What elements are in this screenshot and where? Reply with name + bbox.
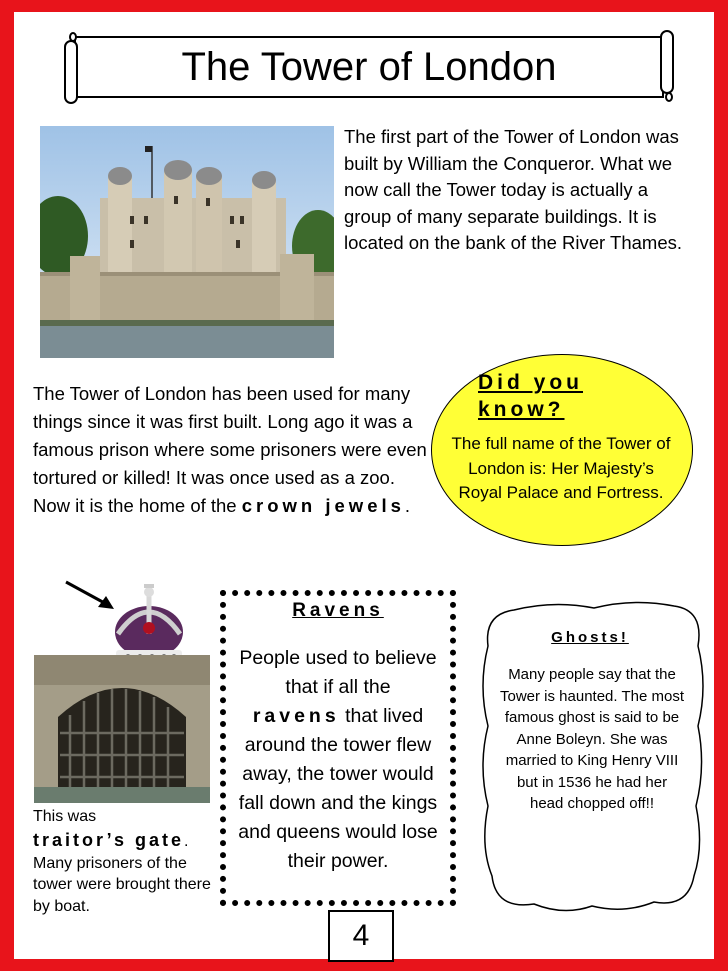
intro-paragraph: The first part of the Tower of London was built by William the Conqueror. What we now call the Tower today is actually a group of many separate buildings. It is located on the bank of the River Thames. [344, 126, 682, 253]
uses-paragraph [33, 380, 433, 520]
title-scroll-banner [60, 26, 678, 108]
did-you-know-text: The full name of the Tower of London is: Her Majesty’s Royal Palace and Fortress. [451, 434, 671, 502]
page-number: 4 [328, 910, 394, 962]
ghosts-text: Many people say that the Tower is haunted. The most famous ghost is said to be Anne Boleyn. She was married to King Henry VIII but in 1536 he had her head chopped off!! [500, 666, 684, 812]
traitors-gate-photo [34, 655, 210, 803]
tower-of-london-photo [40, 126, 334, 358]
page-title: The Tower of London [181, 45, 557, 89]
uses-text: The Tower of London has been used for many things since it was first built. Long ago it was a famous prison where some prisoners were even tortured or killed! It was once used as a zoo. Now it is the home of the [33, 383, 427, 516]
traitors-gate-caption: This was traitor’s gate. Many prisoners of the tower were brought there by boat. [33, 808, 211, 915]
did-you-know-heading: Did you know? [478, 371, 583, 421]
traitors-gate-highlight: traitor’s gate [33, 829, 185, 850]
ravens-text: People used to believe that if all the ravens that lived around the tower flew away, the tower would fall down and the kings and queens would lose their power. [238, 647, 438, 872]
ghosts-heading: Ghosts! [551, 629, 629, 646]
crown-jewels-highlight: crown jewels [241, 495, 405, 516]
ravens-heading: Ravens [292, 600, 384, 621]
ravens-highlight: ravens [252, 705, 340, 727]
uses-end: . [404, 495, 411, 516]
